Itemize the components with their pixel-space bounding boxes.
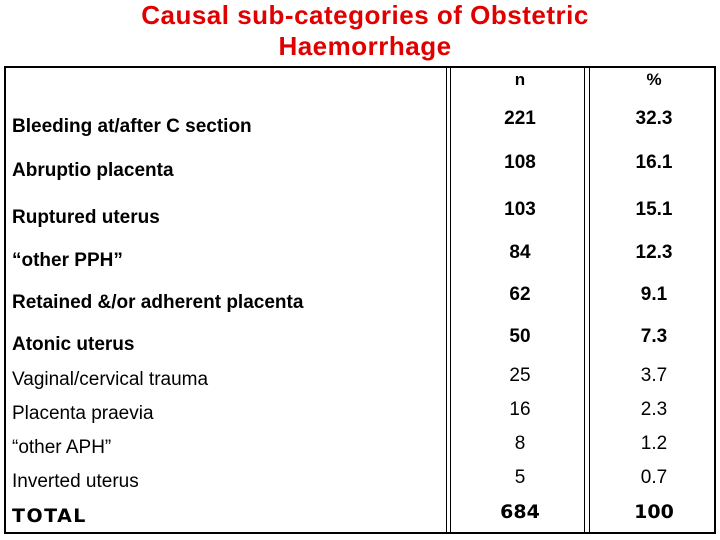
row-label: “other APH” <box>12 437 112 458</box>
header-percent: % <box>646 70 662 89</box>
row-n: 62 <box>509 284 531 305</box>
column-divider <box>446 68 447 532</box>
row-label: Inverted uterus <box>12 471 139 492</box>
column-divider <box>589 68 590 532</box>
row-n: 8 <box>514 433 526 454</box>
data-table <box>4 66 716 534</box>
row-label: Atonic uterus <box>12 334 135 355</box>
row-percent: 3.7 <box>640 365 668 386</box>
row-label: Bleeding at/after C section <box>12 116 252 137</box>
row-percent: 1.2 <box>640 433 668 454</box>
row-percent: 9.1 <box>640 284 668 305</box>
row-percent: 15.1 <box>635 199 673 220</box>
page-title <box>0 0 720 62</box>
total-percent: 100 <box>634 501 674 523</box>
row-n: 103 <box>504 199 536 220</box>
row-label: “other PPH” <box>12 250 123 271</box>
row-n: 5 <box>514 467 526 488</box>
row-label: Retained &/or adherent placenta <box>12 292 304 313</box>
row-n: 50 <box>509 326 531 347</box>
total-label: TOTAL <box>12 505 87 527</box>
page-title-line-1: Causal sub-categories of Obstetric <box>141 0 589 30</box>
row-percent: 2.3 <box>640 399 668 420</box>
row-n: 84 <box>509 242 531 263</box>
row-label: Placenta praevia <box>12 403 154 424</box>
column-divider <box>450 68 451 532</box>
page-title-line-2: Haemorrhage <box>278 31 452 61</box>
row-label: Ruptured uterus <box>12 207 160 228</box>
header-n: n <box>514 70 526 89</box>
row-percent: 16.1 <box>635 152 673 173</box>
row-n: 108 <box>504 152 536 173</box>
row-percent: 7.3 <box>640 326 668 347</box>
total-n: 684 <box>500 501 540 523</box>
row-label: Abruptio placenta <box>12 160 174 181</box>
row-percent: 32.3 <box>635 108 673 129</box>
row-percent: 12.3 <box>635 242 673 263</box>
row-n: 16 <box>509 399 531 420</box>
row-n: 221 <box>504 108 536 129</box>
row-label: Vaginal/cervical trauma <box>12 369 209 390</box>
row-n: 25 <box>509 365 531 386</box>
row-percent: 0.7 <box>640 467 668 488</box>
